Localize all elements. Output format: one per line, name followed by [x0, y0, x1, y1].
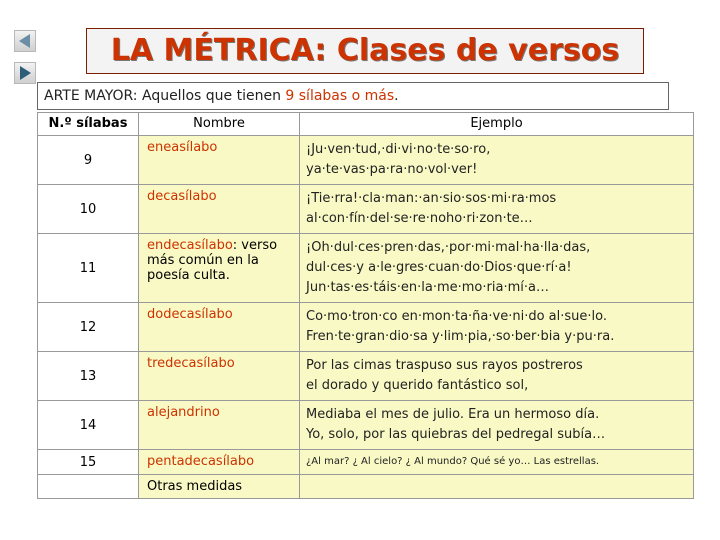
table-header-row — [38, 113, 694, 136]
example-line: Yo, solo, por las quiebras del pedregal subía… — [306, 427, 606, 442]
header-name: Nombre — [139, 113, 300, 136]
header-syllables: N.º sílabas — [38, 113, 139, 136]
verse-name-text: dodecasílabo — [147, 307, 233, 322]
syllable-count: 9 — [38, 136, 139, 185]
verse-note: : verso más común en la poesía culta. — [147, 238, 278, 283]
verse-example — [300, 136, 694, 185]
intro-lead: ARTE MAYOR: — [44, 88, 138, 104]
verse-name — [139, 303, 300, 352]
syllable-count: 11 — [38, 234, 139, 303]
verse-name — [139, 234, 300, 303]
slide-title-box — [86, 28, 644, 74]
table-row — [38, 352, 694, 401]
example-line: ¡Tie·rra!·cla·man:·an·sio·sos·mi·ra·mos — [306, 191, 557, 206]
verse-name-text: endecasílabo — [147, 238, 233, 253]
example-line: ya·te·vas·pa·ra·no·vol·ver! — [306, 162, 478, 177]
example-line: dul·ces·y a·le·gres·cuan·do·Dios·que·rí·a! — [306, 260, 572, 275]
table-row — [38, 303, 694, 352]
empty-cell — [38, 475, 139, 499]
syllable-count: 14 — [38, 401, 139, 450]
triangle-left-icon — [15, 31, 35, 51]
verse-example — [300, 450, 694, 475]
verse-name — [139, 401, 300, 450]
verse-name-text: alejandrino — [147, 405, 220, 420]
intro-text: Aquellos que tienen — [137, 88, 286, 104]
verse-example — [300, 234, 694, 303]
example-line: ¡Ju·ven·tud,·di·vi·no·te·so·ro, — [306, 142, 491, 157]
table-row — [38, 136, 694, 185]
syllable-count: 13 — [38, 352, 139, 401]
verse-name — [139, 185, 300, 234]
verse-example — [300, 303, 694, 352]
previous-slide-button[interactable] — [14, 30, 36, 52]
example-line: Por las cimas traspuso sus rayos postreros — [306, 358, 583, 373]
verse-example — [300, 352, 694, 401]
example-line: el dorado y querido fantástico sol, — [306, 378, 529, 393]
verse-name — [139, 450, 300, 475]
intro-highlight: 9 sílabas o más — [285, 88, 395, 104]
header-example: Ejemplo — [300, 113, 694, 136]
verse-types-table — [37, 112, 694, 499]
table-row — [38, 185, 694, 234]
example-line: ¡Oh·dul·ces·pren·das,·por·mi·mal·ha·lla·das, — [306, 240, 591, 255]
verse-name-text: pentadecasílabo — [147, 454, 255, 469]
other-measures-label: Otras medidas — [147, 479, 243, 494]
verse-example — [300, 185, 694, 234]
example-line: Mediaba el mes de julio. Era un hermoso día. — [306, 407, 600, 422]
table-row — [38, 234, 694, 303]
empty-cell — [300, 475, 694, 499]
other-measures — [139, 475, 300, 499]
syllable-count: 15 — [38, 450, 139, 475]
intro-end: . — [394, 88, 399, 104]
intro-box — [37, 82, 669, 110]
table-row — [38, 401, 694, 450]
verse-example — [300, 401, 694, 450]
table-row — [38, 475, 694, 499]
example-line: Fren·te·gran·dio·sa y·lim·pia,·so·ber·bia y·pu·ra. — [306, 329, 615, 344]
verse-name-text: decasílabo — [147, 189, 217, 204]
verse-name-text: eneasílabo — [147, 140, 218, 155]
table-row — [38, 450, 694, 475]
example-line: Co·mo·tron·co en·mon·ta·ña·ve·ni·do al·sue·lo. — [306, 309, 607, 324]
slide-title: LA MÉTRICA: Clases de versos — [110, 33, 620, 68]
verse-name-text: tredecasílabo — [147, 356, 235, 371]
syllable-count: 10 — [38, 185, 139, 234]
example-line: al·con·fín·del·se·re·noho·ri·zon·te… — [306, 211, 533, 226]
verse-name — [139, 136, 300, 185]
verse-name — [139, 352, 300, 401]
example-line: ¿Al mar? ¿ Al cielo? ¿ Al mundo? Qué sé yo… Las estrellas. — [306, 456, 600, 467]
example-line: Jun·tas·es·táis·en·la·me·mo·ria·mí·a… — [306, 280, 549, 295]
next-slide-button[interactable] — [14, 62, 36, 84]
syllable-count: 12 — [38, 303, 139, 352]
triangle-right-icon — [15, 63, 35, 83]
